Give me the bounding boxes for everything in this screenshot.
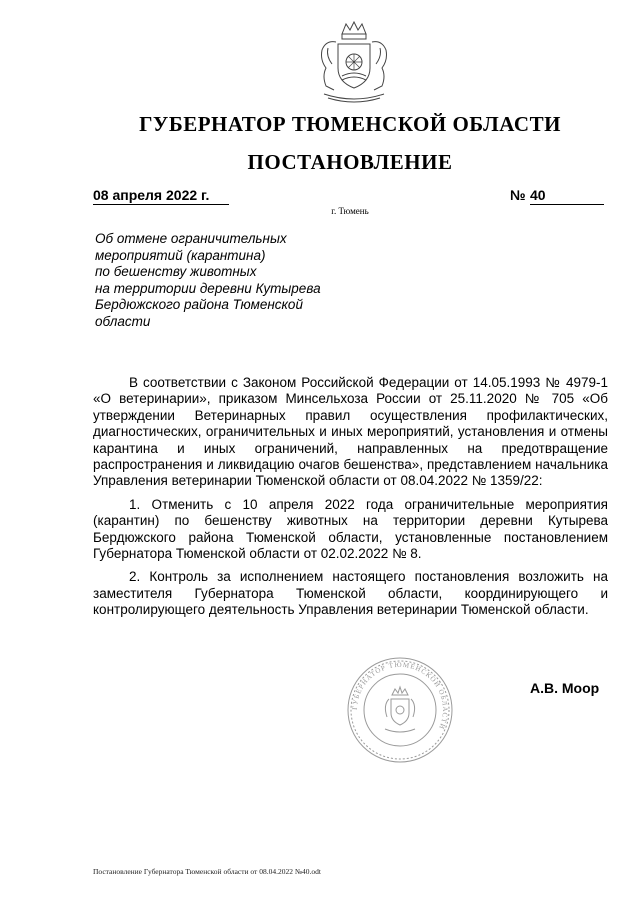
subject-line: Об отмене ограничительных xyxy=(95,231,287,246)
official-seal-icon xyxy=(345,655,455,765)
government-title: ГУБЕРНАТОР ТЮМЕНСКОЙ ОБЛАСТИ xyxy=(139,112,561,136)
item-1-paragraph: 1. Отменить с 10 апреля 2022 года ограничительные мероприятия (карантин) по бешенству животных на территории деревни Кутырева Бердюжского района Тюменской области, установленные постановлением Губернатора Тюменской области от 02.02.2022 № 8. xyxy=(93,496,608,562)
decree-number: 40 xyxy=(530,187,604,205)
preamble-paragraph: В соответствии с Законом Российской Федерации от 14.05.1993 № 4979-1 «О ветеринарии», приказом Минсельхоза России от 25.11.2020 № 705 «Об утверждении Ветеринарных правил осуществления профилактических, диагностических, ограничительных и иных мероприятий, установления и отмены карантина и иных ограничений, направленных на предотвращение распространения и ликвидацию очагов бешенства», представлением начальника Управления ветеринарии Тюменской области от 08.04.2022 № 1359/22: xyxy=(93,375,608,489)
document-type-title: ПОСТАНОВЛЕНИЕ xyxy=(247,150,453,174)
subject-line: области xyxy=(95,313,151,329)
number-sign: № xyxy=(510,187,526,203)
decree-subject xyxy=(95,231,355,330)
coat-of-arms-icon xyxy=(312,20,396,106)
subject-line: по бешенству животных xyxy=(95,264,257,279)
decree-date: 08 апреля 2022 г. xyxy=(93,187,229,205)
signatory-name: А.В. Моор xyxy=(530,680,600,696)
file-footer: Постановление Губернатора Тюменской области от 08.04.2022 №40.odt xyxy=(93,867,321,876)
subject-line: на территории деревни Кутырева xyxy=(95,280,321,296)
subject-line: Бердюжского района Тюменской xyxy=(95,297,303,312)
decree-body xyxy=(93,375,608,626)
subject-line: мероприятий (карантина) xyxy=(95,247,266,263)
seal-ring-text: ГУБЕРНАТОР ТЮМЕНСКОЙ ОБЛАСТИ xyxy=(350,660,450,731)
item-2-paragraph: 2. Контроль за исполнением настоящего постановления возложить на заместителя Губернатора Тюменской области, координирующего и контролирующего деятельность Управления ветеринарии Тюменской области. xyxy=(93,569,608,618)
city-name: г. Тюмень xyxy=(331,206,369,216)
